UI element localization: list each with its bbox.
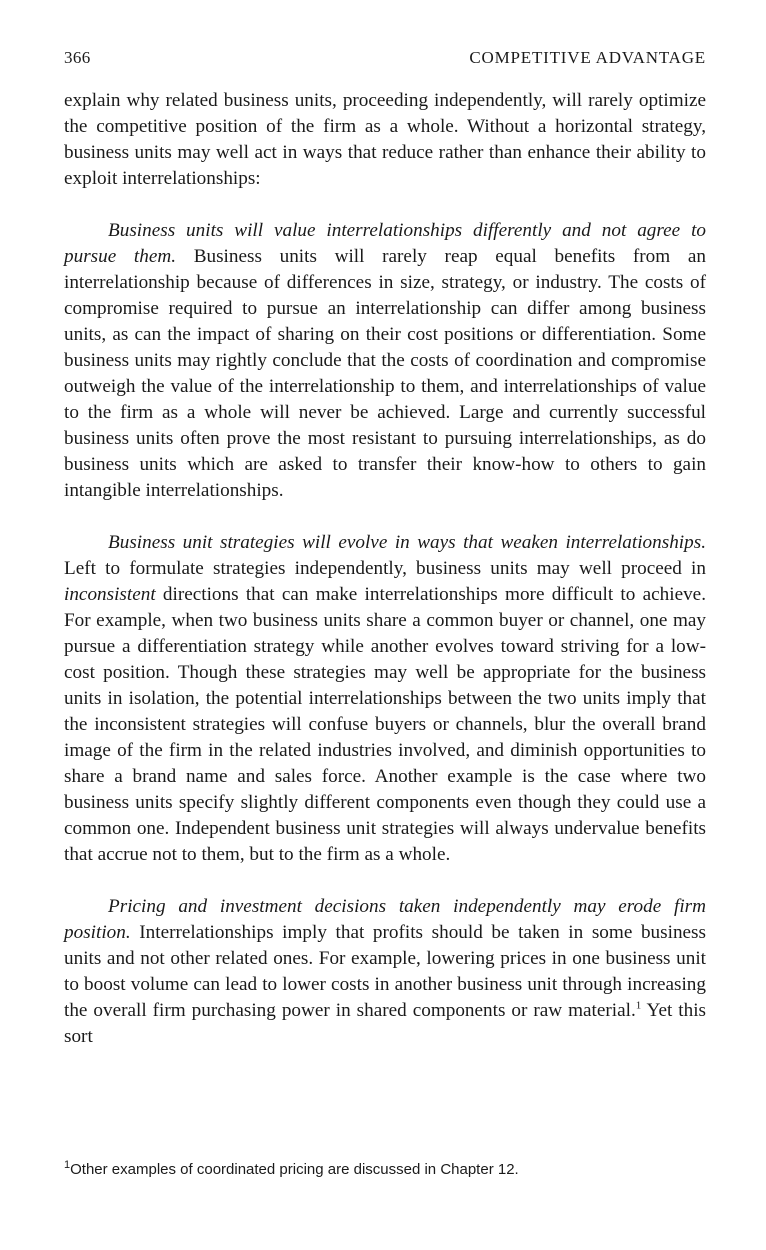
paragraph-pricing-investment: [64, 894, 706, 1050]
emphasis-inconsistent: inconsistent: [64, 584, 156, 605]
paragraph-tail-pricing-investment: Yet this sort: [64, 1000, 706, 1047]
running-title: COMPETITIVE ADVANTAGE: [469, 48, 706, 67]
paragraph-lead-pricing-investment: Pricing and investment decisions taken independently may erode firm position.: [64, 896, 706, 943]
paragraph-intro: [64, 88, 706, 192]
footnote-marker: 1: [64, 1159, 71, 1171]
book-page: [64, 48, 706, 1050]
paragraph-strategies-evolve: [64, 530, 706, 868]
paragraph-lead-value-differently: Business units will value interrelationships differently and not agree to pursue them.: [64, 220, 706, 267]
running-header: [64, 48, 706, 72]
paragraph-body-strategies-evolve-a: Left to formulate strategies independently, business units may well proceed in: [64, 558, 706, 579]
paragraph-lead-strategies-evolve: Business unit strategies will evolve in ways that weaken interrelationships.: [108, 532, 706, 553]
paragraph-body-pricing-investment: Interrelationships imply that profits should be taken in some business units and not other related ones. For example, lowering prices in one business unit to boost volume can lead to lower costs in another business unit through increasing the overall firm purchasing power in shared components or raw material.: [64, 922, 706, 1021]
paragraph-value-differently: [64, 218, 706, 504]
page-number: 366: [64, 48, 91, 67]
footnote: [64, 1160, 706, 1180]
paragraph-intro-text: explain why related business units, proceeding independently, will rarely optimize the competitive position of the firm as a whole. Without a horizontal strategy, business units may well act in ways that reduce rather than enhance their ability to exploit interrelationships:: [64, 90, 706, 189]
paragraph-body-value-differently: Business units will rarely reap equal benefits from an interrelationship because of differences in size, strategy, or industry. The costs of compromise required to pursue an interrelationship can differ among business units, as can the impact of sharing on their cost positions or differentiation. Some business units may rightly conclude that the costs of coordination and compromise outweigh the value of the interrelationship to them, and interrelationships of value to the firm as a whole will never be achieved. Large and currently successful business units often prove the most resistant to pursuing interrelationships, as do business units which are asked to transfer their know-how to others to gain intangible interrelationships.: [64, 246, 706, 501]
body-text: [64, 88, 706, 1050]
footnote-text: Other examples of coordinated pricing are discussed in Chapter 12.: [70, 1161, 519, 1178]
paragraph-body-strategies-evolve-b: directions that can make interrelationships more difficult to achieve. For example, when two business units share a common buyer or channel, one may pursue a differentiation strategy while another evolves toward striving for a low-cost position. Though these strategies may well be appropriate for the business units in isolation, the potential interrelationships between the two units imply that the inconsistent strategies will confuse buyers or channels, blur the overall brand image of the firm in the related industries involved, and diminish opportunities to share a brand name and sales force. Another example is the case where two business units specify slightly different components even though they could use a common one. Independent business unit strategies will always undervalue benefits that accrue not to them, but to the firm as a whole.: [64, 584, 706, 865]
footnote-reference[interactable]: 1: [635, 999, 642, 1012]
